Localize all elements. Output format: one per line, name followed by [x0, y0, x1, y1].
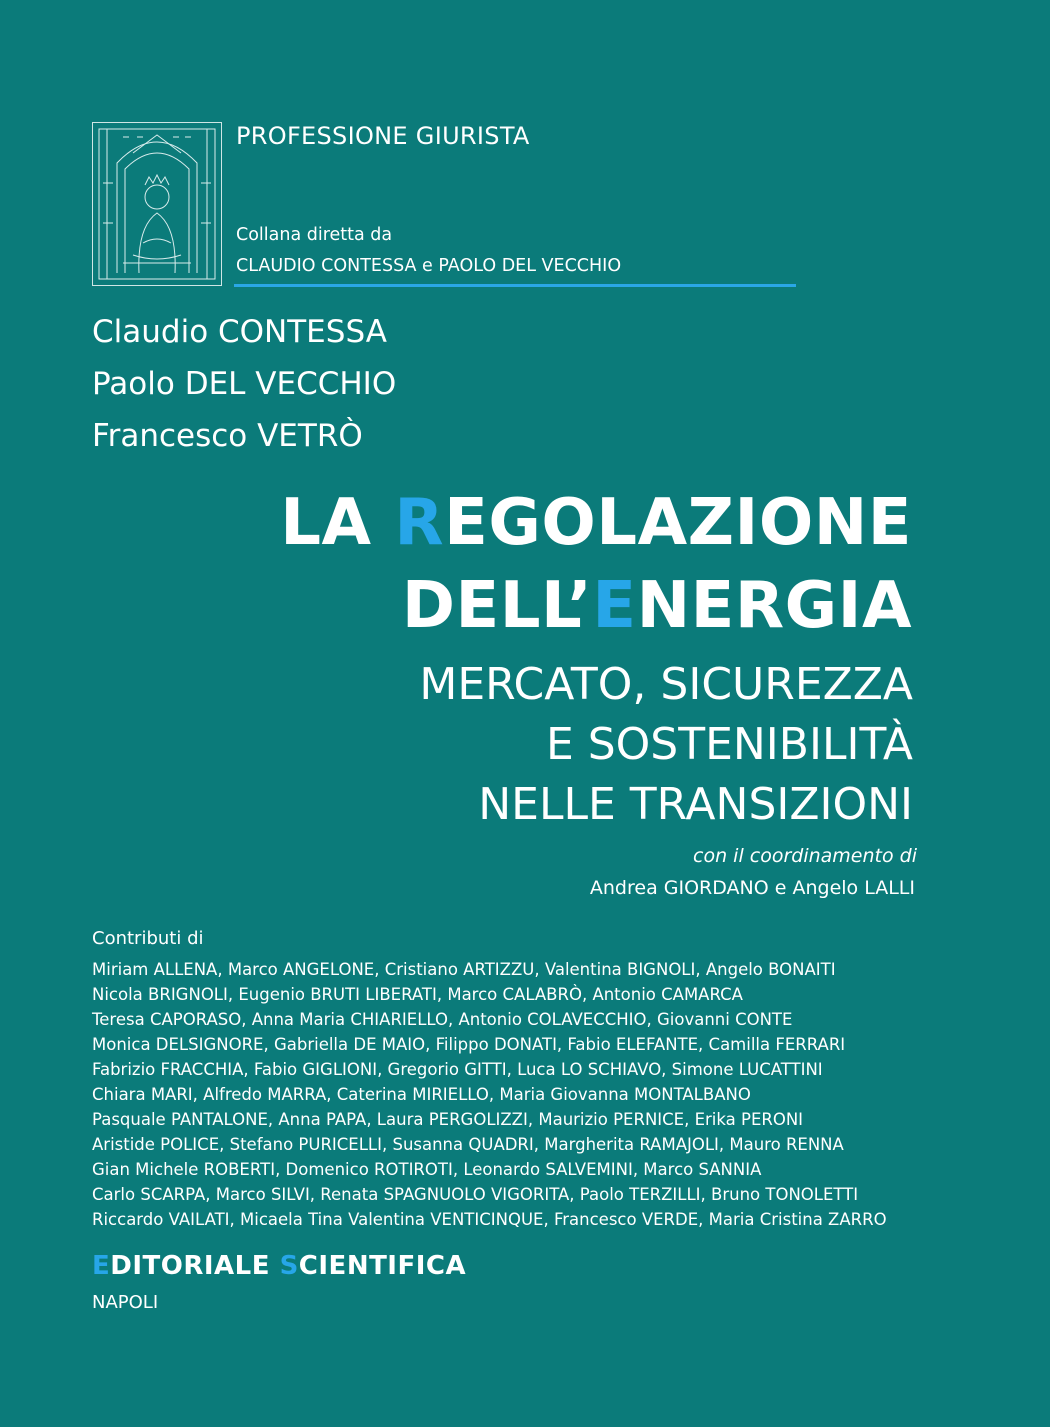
publisher-city: NAPOLI	[92, 1292, 159, 1313]
contributors-line: Chiara MARI, Alfredo MARRA, Caterina MIRIELLO, Maria Giovanna MONTALBANO	[92, 1085, 751, 1104]
title-accent-letter: R	[394, 486, 445, 560]
title-text: NERGIA	[636, 569, 912, 643]
subtitle-line-2: E SOSTENIBILITÀ	[545, 719, 913, 770]
title-text: LA	[280, 486, 395, 560]
book-title-line-2	[401, 569, 912, 643]
contributors-line: Fabrizio FRACCHIA, Fabio GIGLIONI, Gregorio GITTI, Luca LO SCHIAVO, Simone LUCATTINI	[92, 1060, 823, 1079]
title-accent-letter: E	[592, 569, 637, 643]
series-logo	[92, 122, 222, 286]
book-title-line-1	[280, 486, 912, 560]
subtitle-line-3: NELLE TRANSIZIONI	[478, 779, 913, 830]
contributors-line: Carlo SCARPA, Marco SILVI, Renata SPAGNUOLO VIGORITA, Paolo TERZILLI, Bruno TONOLETTI	[92, 1185, 859, 1204]
coordinator-names: Andrea GIORDANO e Angelo LALLI	[589, 877, 915, 899]
publisher-name	[92, 1251, 466, 1281]
contributors-line: Teresa CAPORASO, Anna Maria CHIARIELLO, Antonio COLAVECCHIO, Giovanni CONTE	[92, 1010, 793, 1029]
contributors-line: Riccardo VAILATI, Micaela Tina Valentina VENTICINQUE, Francesco VERDE, Maria Cristina ZARRO	[92, 1210, 887, 1229]
contributors-line: Nicola BRIGNOLI, Eugenio BRUTI LIBERATI, Marco CALABRÒ, Antonio CAMARCA	[92, 985, 743, 1004]
publisher-text: DITORIALE	[110, 1251, 280, 1281]
contributors-line: Miriam ALLENA, Marco ANGELONE, Cristiano ARTIZZU, Valentina BIGNOLI, Angelo BONAITI	[92, 960, 836, 979]
author-name: Claudio CONTESSA	[92, 314, 387, 350]
publisher-accent-letter: E	[92, 1251, 111, 1281]
contributors-line: Gian Michele ROBERTI, Domenico ROTIROTI, Leonardo SALVEMINI, Marco SANNIA	[92, 1160, 762, 1179]
series-directors: CLAUDIO CONTESSA e PAOLO DEL VECCHIO	[236, 256, 622, 276]
subtitle-line-1: MERCATO, SICUREZZA	[419, 659, 913, 710]
contributors-line: Aristide POLICE, Stefano PURICELLI, Susanna QUADRI, Margherita RAMAJOLI, Mauro RENNA	[92, 1135, 844, 1154]
publisher-accent-letter: S	[279, 1251, 299, 1281]
contributors-list	[92, 957, 887, 1232]
series-director-label: Collana diretta da	[236, 225, 393, 245]
gothic-king-engraving-icon	[93, 123, 221, 285]
contributors-label: Contributi di	[92, 928, 204, 949]
title-text: EGOLAZIONE	[444, 486, 912, 560]
contributors-line: Monica DELSIGNORE, Gabriella DE MAIO, Filippo DONATI, Fabio ELEFANTE, Camilla FERRARI	[92, 1035, 846, 1054]
series-title: PROFESSIONE GIURISTA	[236, 122, 530, 150]
contributors-line: Pasquale PANTALONE, Anna PAPA, Laura PERGOLIZZI, Maurizio PERNICE, Erika PERONI	[92, 1110, 804, 1129]
author-name: Francesco VETRÒ	[92, 418, 363, 454]
author-name: Paolo DEL VECCHIO	[92, 366, 397, 402]
publisher-text: CIENTIFICA	[298, 1251, 467, 1281]
series-divider	[234, 284, 796, 287]
coordination-label: con il coordinamento di	[693, 845, 917, 867]
title-text: DELL’	[401, 569, 593, 643]
